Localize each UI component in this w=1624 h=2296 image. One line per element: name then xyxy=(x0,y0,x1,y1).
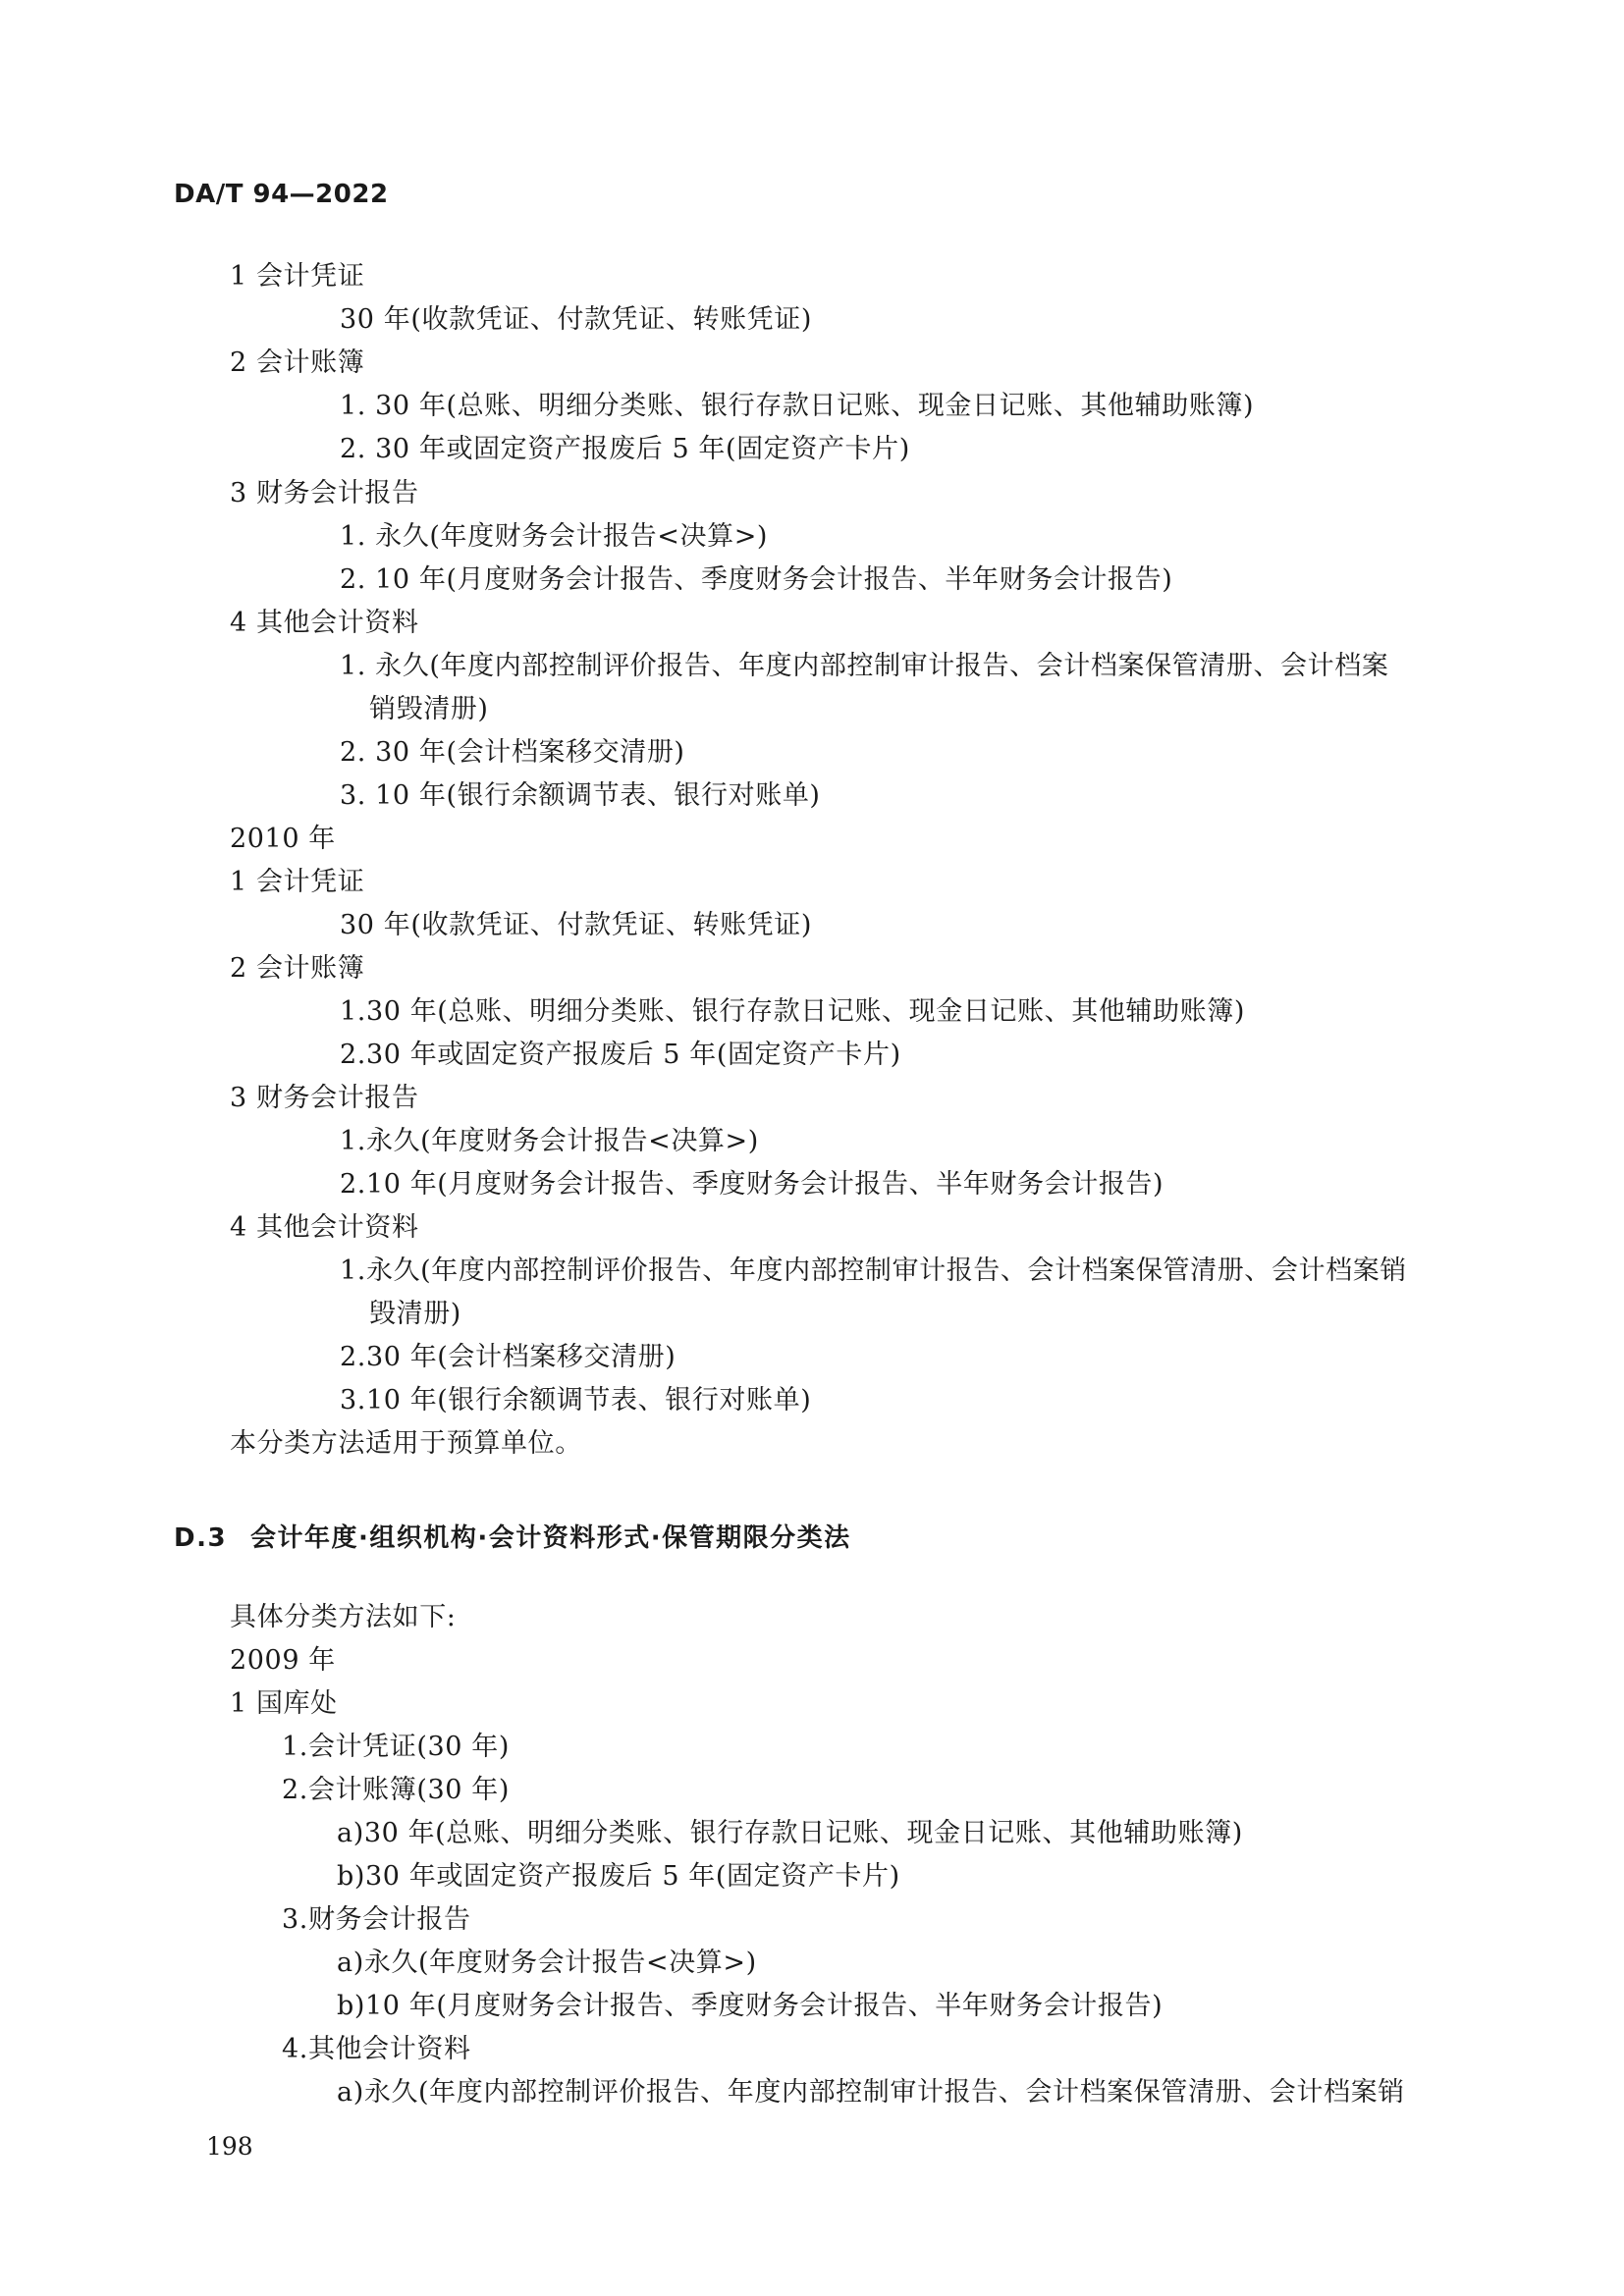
retention-line: 1. 永久(年度内部控制评价报告、年度内部控制审计报告、会计档案保管清册、会计档案 xyxy=(340,651,1389,681)
category-other-materials: 4 其他会计资料 xyxy=(230,1212,419,1243)
retention-line: 1. 30 年(总账、明细分类账、银行存款日记账、现金日记账、其他辅助账簿) xyxy=(340,391,1255,421)
category-accounting-vouchers: 1 会计凭证 xyxy=(230,867,365,897)
material-item: 3.财务会计报告 xyxy=(282,1904,471,1935)
year-heading: 2010 年 xyxy=(230,824,336,854)
organization-heading: 1 国库处 xyxy=(230,1688,338,1719)
standard-code-header: DA/T 94—2022 xyxy=(174,180,389,209)
material-item: 2.会计账簿(30 年) xyxy=(282,1775,510,1805)
section-number: D.3 xyxy=(174,1523,228,1553)
retention-subitem: b)10 年(月度财务会计报告、季度财务会计报告、半年财务会计报告) xyxy=(337,1991,1164,2021)
category-accounting-books: 2 会计账簿 xyxy=(230,953,365,984)
section-title: 会计年度·组织机构·会计资料形式·保管期限分类法 xyxy=(250,1523,851,1553)
section-heading-d3 xyxy=(174,1518,851,1554)
retention-line: 30 年(收款凭证、付款凭证、转账凭证) xyxy=(340,910,813,940)
retention-subitem: a)永久(年度财务会计报告<决算>) xyxy=(337,1948,757,1978)
retention-line: 1.永久(年度内部控制评价报告、年度内部控制审计报告、会计档案保管清册、会计档案销 xyxy=(340,1255,1407,1286)
category-financial-reports: 3 财务会计报告 xyxy=(230,478,419,508)
retention-line: 30 年(收款凭证、付款凭证、转账凭证) xyxy=(340,304,813,335)
retention-line: 2.30 年(会计档案移交清册) xyxy=(340,1342,677,1372)
category-financial-reports: 3 财务会计报告 xyxy=(230,1083,419,1113)
retention-line: 2. 30 年(会计档案移交清册) xyxy=(340,737,685,768)
applicability-note: 本分类方法适用于预算单位。 xyxy=(230,1428,582,1459)
retention-subitem: a)30 年(总账、明细分类账、银行存款日记账、现金日记账、其他辅助账簿) xyxy=(337,1818,1243,1848)
year-heading: 2009 年 xyxy=(230,1645,336,1676)
category-accounting-books: 2 会计账簿 xyxy=(230,347,365,378)
category-other-materials: 4 其他会计资料 xyxy=(230,608,419,638)
retention-line: 2. 30 年或固定资产报废后 5 年(固定资产卡片) xyxy=(340,434,910,464)
retention-line: 1. 永久(年度财务会计报告<决算>) xyxy=(340,521,769,552)
retention-line: 1.30 年(总账、明细分类账、银行存款日记账、现金日记账、其他辅助账簿) xyxy=(340,996,1245,1027)
material-item: 1.会计凭证(30 年) xyxy=(282,1732,510,1762)
retention-line: 3. 10 年(银行余额调节表、银行对账单) xyxy=(340,780,821,811)
material-item: 4.其他会计资料 xyxy=(282,2034,471,2064)
section-intro: 具体分类方法如下: xyxy=(230,1602,457,1632)
retention-line: 2.30 年或固定资产报废后 5 年(固定资产卡片) xyxy=(340,1040,901,1070)
category-accounting-vouchers: 1 会计凭证 xyxy=(230,261,365,292)
retention-line: 2. 10 年(月度财务会计报告、季度财务会计报告、半年财务会计报告) xyxy=(340,564,1173,595)
retention-line: 2.10 年(月度财务会计报告、季度财务会计报告、半年财务会计报告) xyxy=(340,1169,1164,1200)
retention-line: 1.永久(年度财务会计报告<决算>) xyxy=(340,1126,759,1156)
page-number: 198 xyxy=(206,2132,253,2161)
retention-line-continued: 毁清册) xyxy=(369,1299,461,1329)
retention-line: 3.10 年(银行余额调节表、银行对账单) xyxy=(340,1385,812,1415)
retention-subitem: b)30 年或固定资产报废后 5 年(固定资产卡片) xyxy=(337,1861,900,1892)
retention-subitem: a)永久(年度内部控制评价报告、年度内部控制审计报告、会计档案保管清册、会计档案销 xyxy=(337,2077,1405,2108)
retention-line-continued: 销毁清册) xyxy=(369,694,489,724)
